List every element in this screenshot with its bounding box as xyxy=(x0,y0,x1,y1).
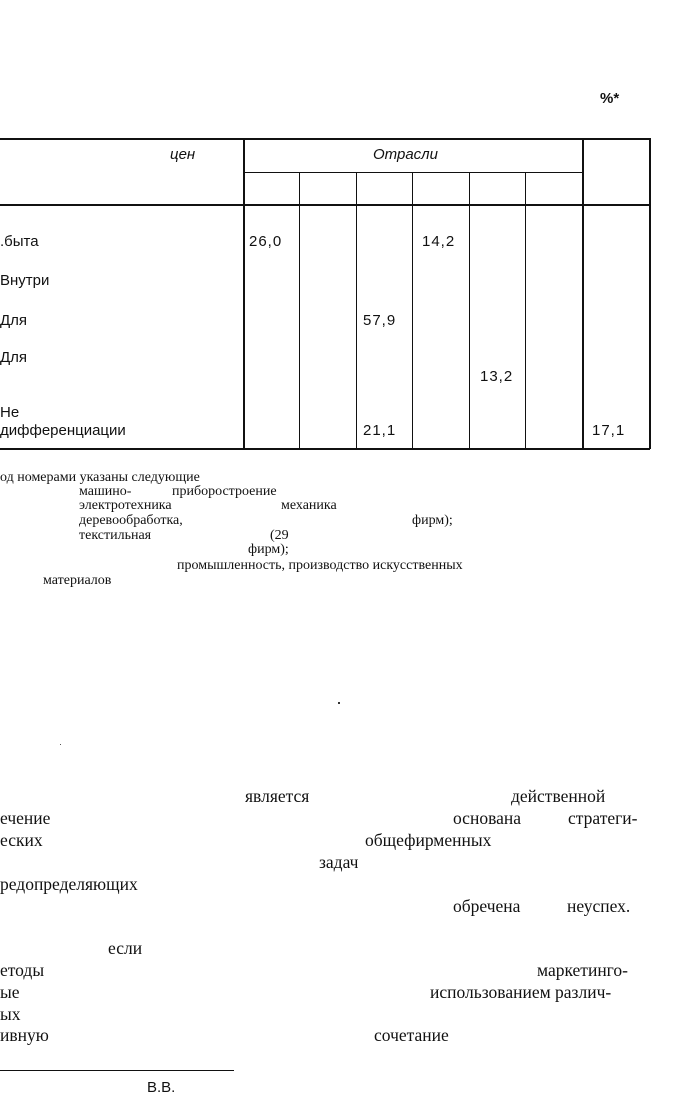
table-cell: 17,1 xyxy=(592,422,626,439)
body-word: задач xyxy=(319,852,359,872)
footnote-text: В.В. xyxy=(147,1079,176,1096)
speck xyxy=(60,744,61,745)
table-header-left: цен xyxy=(170,146,196,163)
table-header-group: Отрасли xyxy=(373,146,438,163)
row-label: Не xyxy=(0,404,20,421)
body-word: является xyxy=(245,786,310,806)
row-label: Для xyxy=(0,349,28,366)
note-line: электротехника xyxy=(79,498,172,513)
note-line: машино- xyxy=(79,484,132,499)
body-word: етоды xyxy=(0,960,45,980)
body-word: редопределяющих xyxy=(0,874,138,894)
body-word: стратеги- xyxy=(568,808,638,828)
row-label: Внутри xyxy=(0,272,50,289)
percent-marker: %* xyxy=(600,90,620,107)
note-line: од номерами указаны следующие xyxy=(0,470,200,485)
note-line: промышленность, производство искусственных xyxy=(177,558,463,573)
note-line: деревообработка, xyxy=(79,513,183,528)
row-label: .быта xyxy=(0,233,39,250)
row-label: Для xyxy=(0,312,28,329)
note-line: материалов xyxy=(43,573,112,588)
body-word: ые xyxy=(0,982,20,1002)
body-word: обречена xyxy=(453,896,521,916)
row-label: дифференциации xyxy=(0,422,126,439)
body-word: маркетинго- xyxy=(537,960,629,980)
body-word: ых xyxy=(0,1004,21,1024)
table-cell: 14,2 xyxy=(422,233,456,250)
speck xyxy=(338,702,340,704)
body-word: действенной xyxy=(511,786,606,806)
body-word: основана xyxy=(453,808,522,828)
table-cell: 13,2 xyxy=(480,368,514,385)
note-line: фирм); xyxy=(412,513,453,528)
note-line: (29 xyxy=(270,528,289,543)
body-word: ечение xyxy=(0,808,51,828)
body-word: использованием различ- xyxy=(430,982,612,1002)
note-line: приборостроение xyxy=(172,484,277,499)
table-cell: 26,0 xyxy=(249,233,283,250)
body-word: сочетание xyxy=(374,1025,449,1045)
note-line: механика xyxy=(281,498,337,513)
note-line: фирм); xyxy=(248,542,289,557)
body-word: если xyxy=(108,938,143,958)
table-cell: 57,9 xyxy=(363,312,397,329)
footnote-rule xyxy=(0,1070,234,1071)
body-word: неуспех. xyxy=(567,896,631,916)
body-word: ивную xyxy=(0,1025,49,1045)
table-cell: 21,1 xyxy=(363,422,397,439)
body-word: общефирменных xyxy=(365,830,492,850)
note-line: текстильная xyxy=(79,528,152,543)
body-word: еских xyxy=(0,830,43,850)
